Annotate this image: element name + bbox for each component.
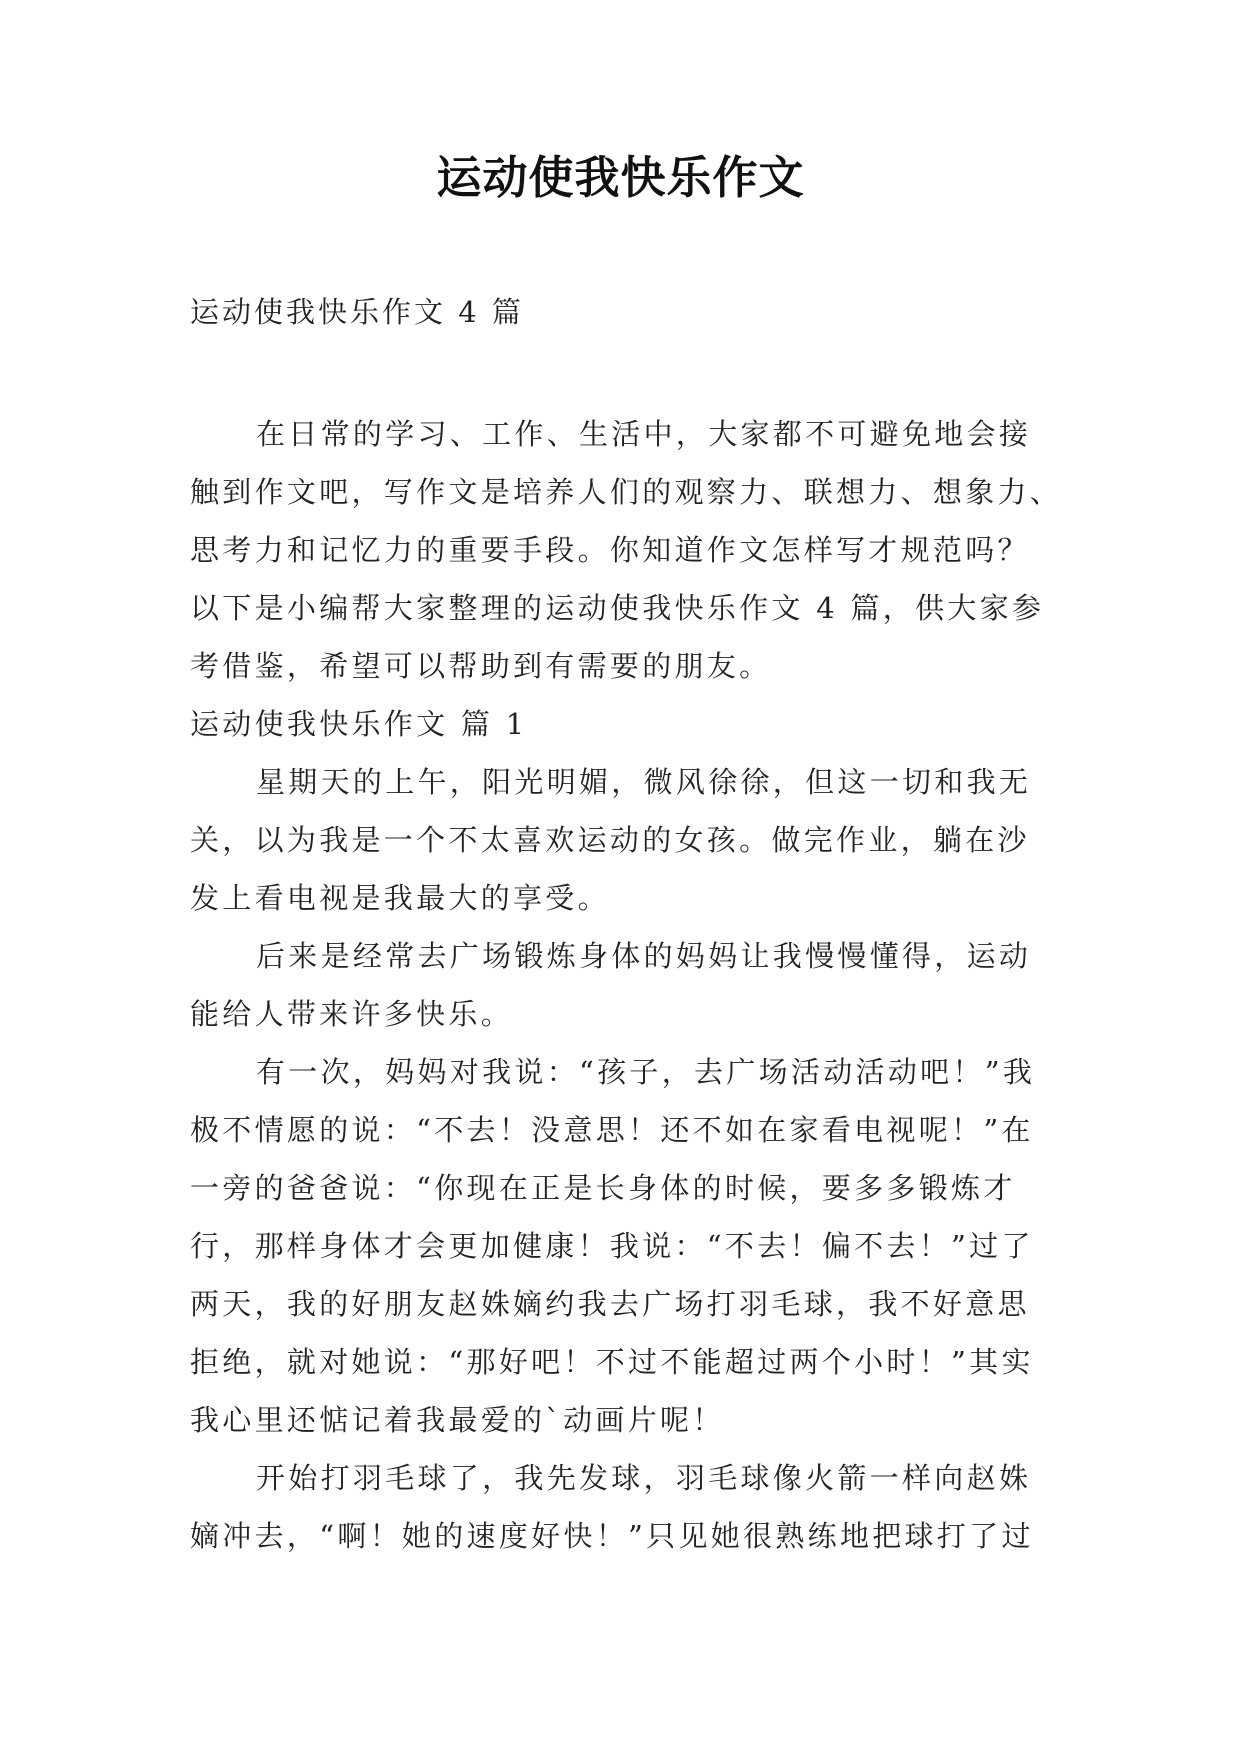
text-line: 以下是小编帮大家整理的运动使我快乐作文 4 篇，供大家参 xyxy=(190,591,1045,625)
text-line: 两天，我的好朋友赵姝嫡约我去广场打羽毛球，我不好意思 xyxy=(190,1287,1030,1321)
text-line: 后来是经常去广场锻炼身体的妈妈让我慢慢懂得，运动 xyxy=(256,939,1032,973)
text-line: 有一次，妈妈对我说：“孩子，去广场活动活动吧！”我 xyxy=(256,1055,1036,1089)
text-line: 思考力和记忆力的重要手段。你知道作文怎样写才规范吗？ xyxy=(190,533,1030,567)
text-line: 星期天的上午，阳光明媚，微风徐徐，但这一切和我无 xyxy=(256,765,1032,799)
text-line: 关，以为我是一个不太喜欢运动的女孩。做完作业，躺在沙 xyxy=(190,823,1030,857)
text-line: 行，那样身体才会更加健康！我说：“不去！偏不去！”过了 xyxy=(190,1229,1034,1263)
text-line: 一旁的爸爸说：“你现在正是长身体的时候，要多多锻炼才 xyxy=(190,1171,1016,1205)
text-line: 拒绝，就对她说：“那好吧！不过不能超过两个小时！”其实 xyxy=(190,1345,1034,1379)
text-line: 考借鉴，希望可以帮助到有需要的朋友。 xyxy=(190,649,772,683)
document-body xyxy=(190,405,1070,1565)
document-title: 运动使我快乐作文 xyxy=(436,151,805,204)
document-subtitle: 运动使我快乐作文 4 篇 xyxy=(190,295,524,329)
text-line: 开始打羽毛球了，我先发球，羽毛球像火箭一样向赵姝 xyxy=(256,1461,1032,1495)
text-line: 在日常的学习、工作、生活中，大家都不可避免地会接 xyxy=(256,417,1032,451)
text-line: 我心里还惦记着我最爱的`动画片呢！ xyxy=(190,1403,725,1437)
text-line: 发上看电视是我最大的享受。 xyxy=(190,881,610,915)
text-line: 嫡冲去，“啊！她的速度好快！”只见她很熟练地把球打了过 xyxy=(190,1519,1034,1553)
section-heading: 运动使我快乐作文 篇 1 xyxy=(190,707,528,741)
text-line: 能给人带来许多快乐。 xyxy=(190,997,514,1031)
text-line: 极不情愿的说：“不去！没意思！还不如在家看电视呢！”在 xyxy=(190,1113,1034,1147)
text-line: 触到作文吧，写作文是培养人们的观察力、联想力、想象力、 xyxy=(190,475,1063,509)
